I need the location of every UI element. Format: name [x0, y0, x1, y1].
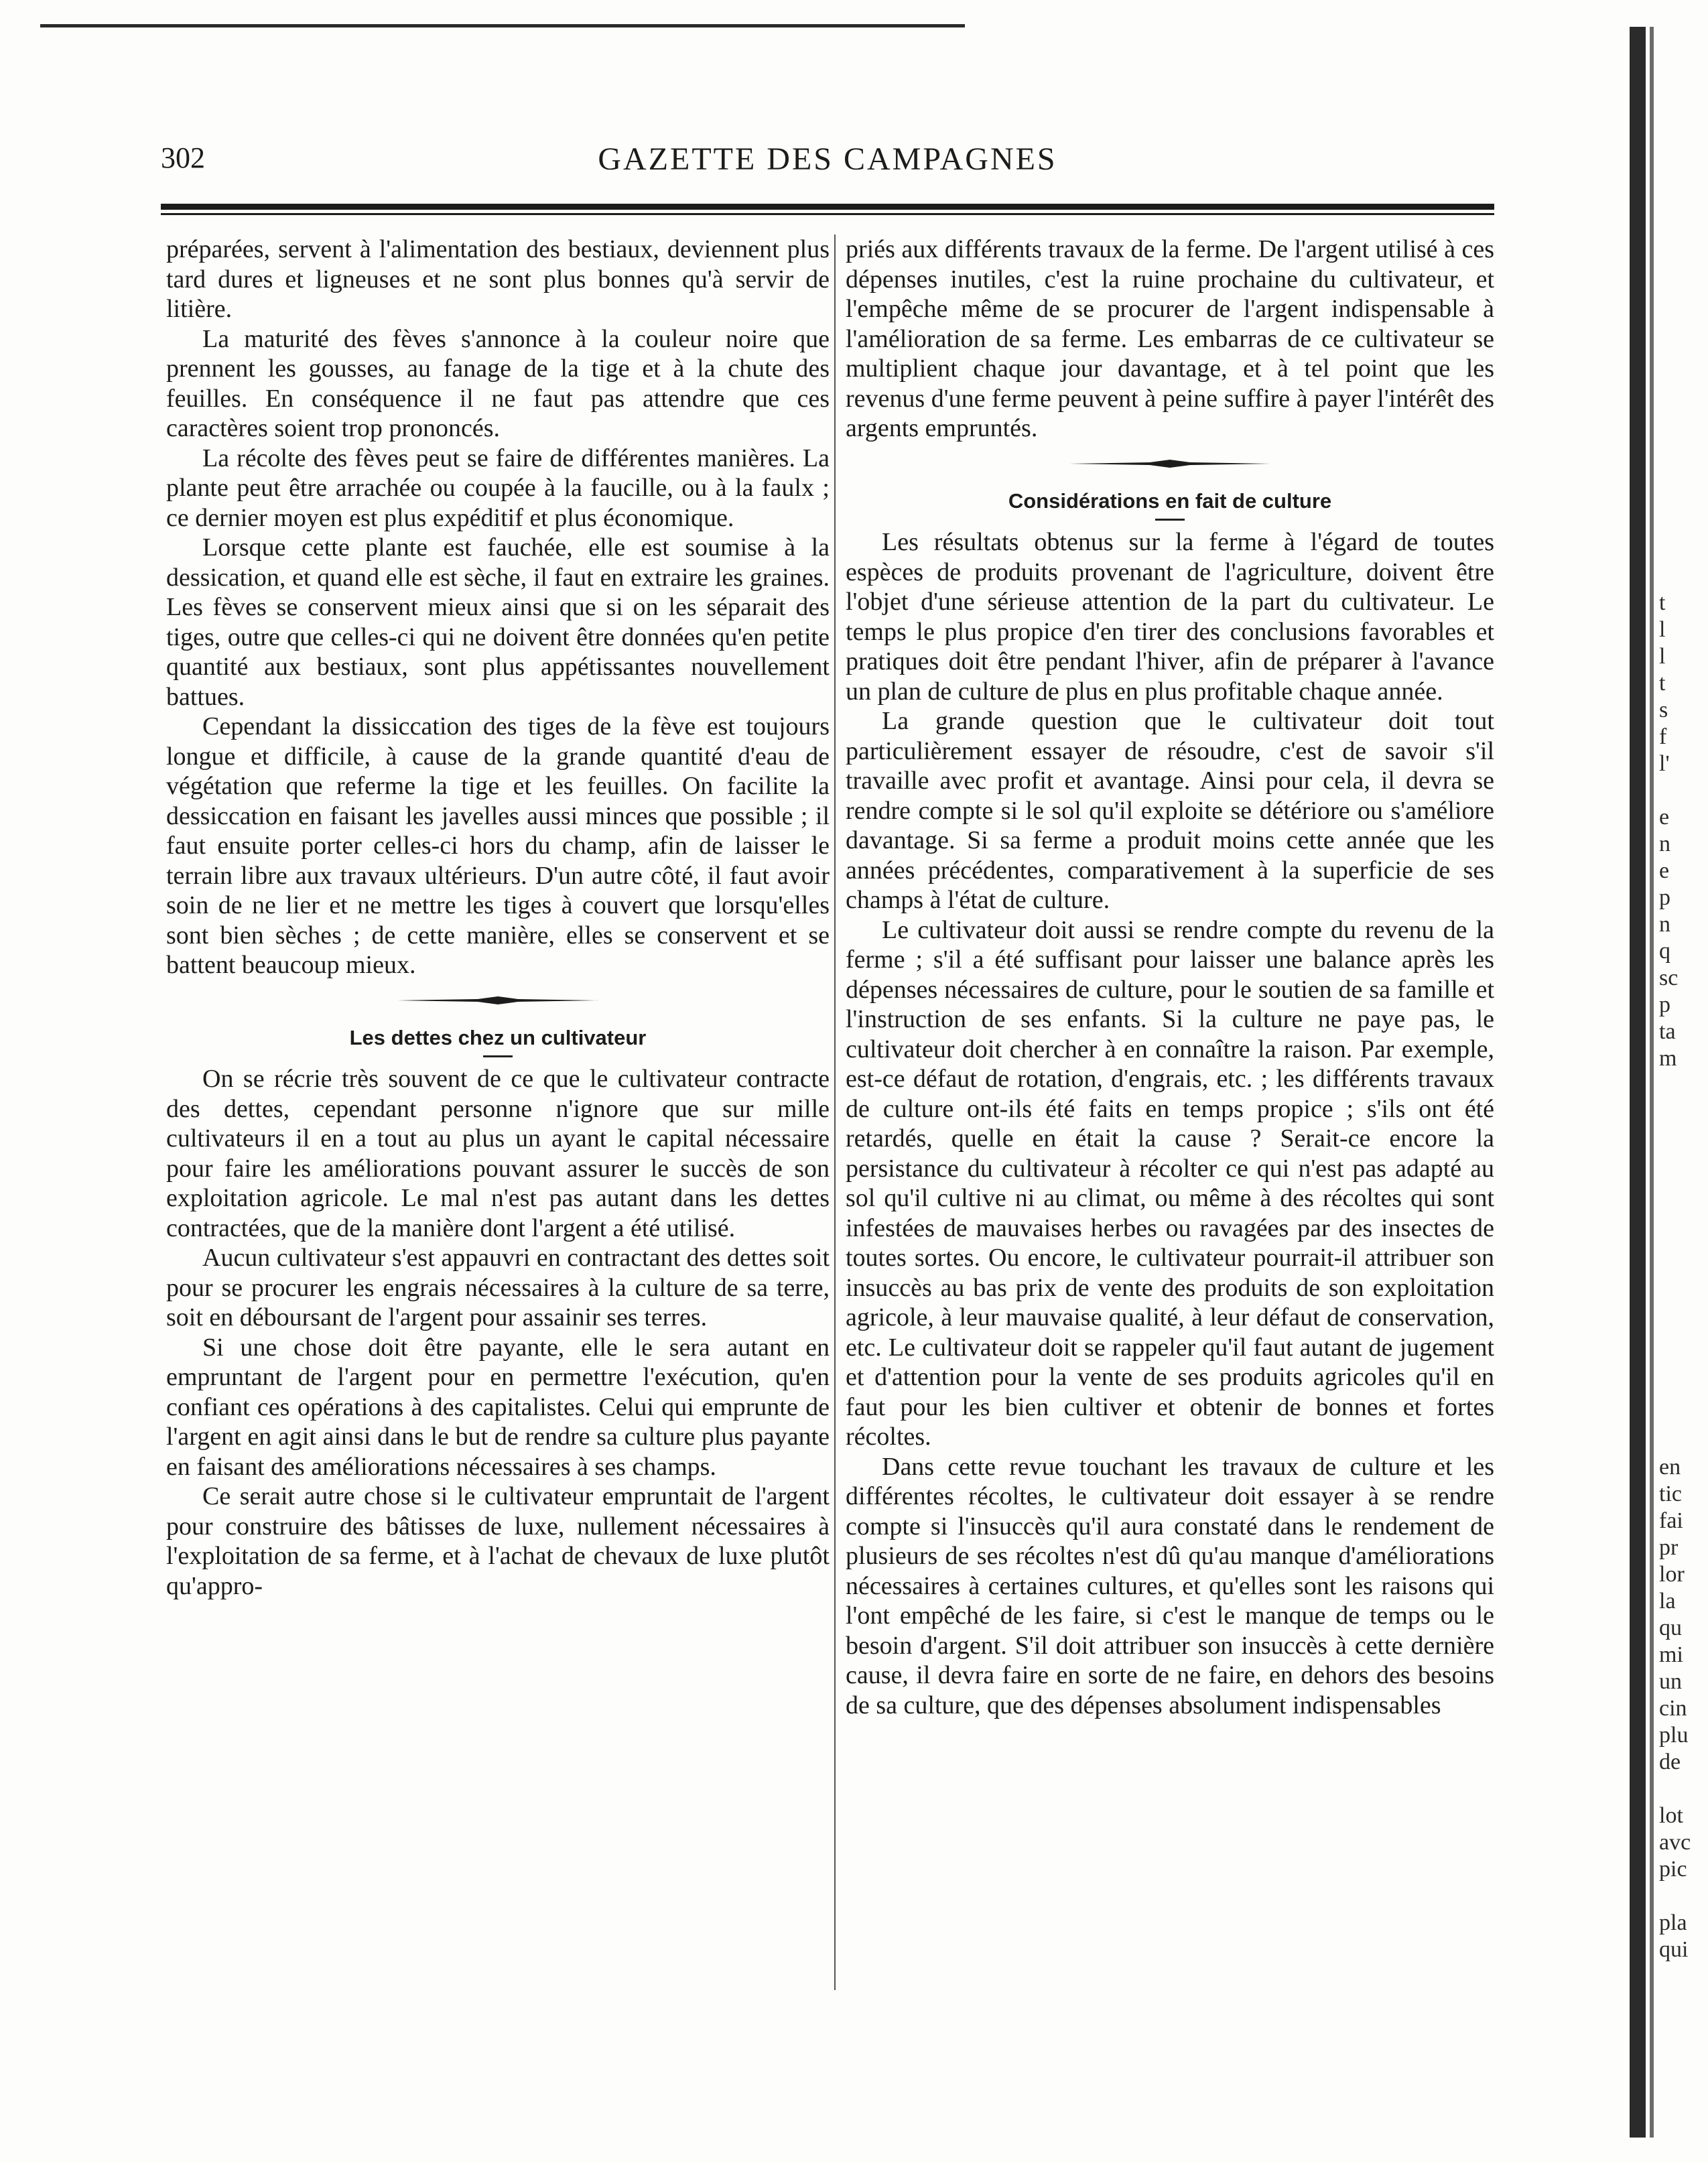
paragraph: La maturité des fèves s'annonce à la couleur noire que prennent les gousses, au fanage de la tige et à la chute des feuilles. En conséquence il ne faut pas attendre que ces caractères soient trop prononcés. [166, 324, 830, 442]
paragraph: Le cultivateur doit aussi se rendre compte du revenu de la ferme ; s'il a été suffisant pour laisser une balance après les dépenses nécessaires de culture, pour le soutien de sa famille et l'instruction de ses enfants. Si la culture ne paye pas, le cultivateur doit chercher à en connaître la raison. Par exemple, est-ce défaut de rotation, d'engrais, etc. ; les différents travaux de culture ont-ils été faits en temps propice ; s'ils ont été retardés, quelle en était la cause ? Serait-ce encore la persistance du cultivateur à récolter ce qui n'est pas adapté au sol qu'il cultive ni au climat, ou même à des récoltes qui sont infestées de mauvaises herbes ou ravagées par des insectes de toutes sortes. Ou encore, le cultivateur pourrait-il attribuer son insuccès au bas prix de vente des produits de son exploitation agricole, à leur mauvaise qualité, à leur défaut de conservation, etc. Le cultivateur doit se rappeler qu'il faut autant de jugement et d'attention pour la vente de ses produits agricoles qu'il en faut pour les bien cultiver et obtenir de bonnes et fortes récoltes. [846, 915, 1494, 1451]
paragraph: La récolte des fèves peut se faire de différentes manières. La plante peut être arrachée ou coupée à la faucille, ou à la faulx ; ce dernier moyen est plus expéditif et plus économique. [166, 444, 830, 532]
paragraph: priés aux différents travaux de la ferme. De l'argent utilisé à ces dépenses inutiles, c'est la ruine prochaine du cultivateur, et l'empêche même de se procurer de l'argent indispensable à l'amélioration de sa ferme. Les embarras de ce cultivateur se multiplient chaque jour davantage, et à tel point que les revenus d'une ferme peuvent à peine suffire à payer l'intérêt des argents empruntés. [846, 235, 1494, 442]
paragraph: Si une chose doit être payante, elle le sera autant en empruntant de l'argent pour en permettre l'exécution, qu'en confiant ces opérations à des capitalistes. Celui qui emprunte de l'argent en agit ainsi dans le but de rendre sa culture plus payante en faisant des améliorations nécessaires à ses champs. [166, 1333, 830, 1481]
page-header [161, 134, 1494, 194]
section-title: Les dettes chez un cultivateur [349, 1025, 647, 1049]
running-title: GAZETTE DES CAMPAGNES [598, 141, 1057, 177]
paragraph: On se récrie très souvent de ce que le cultivateur contracte des dettes, cependant personne n'ignore que sur mille cultivateurs il en a tout au plus un ayant le capital nécessaire pour faire les améliorations pouvant assurer le succès de son exploitation agricole. Le mal n'est pas autant dans les dettes contractées, que de la manière dont l'argent a été utilisé. [166, 1065, 830, 1242]
section-ornament [846, 458, 1494, 469]
title-dash [1155, 519, 1185, 521]
ornament-rule-icon [1069, 458, 1270, 469]
paragraph: Cependant la dissiccation des tiges de la fève est toujours longue et difficile, à cause de la grande quantité d'eau de végétation que referme la tige et les feuilles. On facilite la dessiccation en faisant les javelles aussi minces que possible ; il faut ensuite porter celles-ci hors du champ, afin de laisser le terrain libre aux travaux ultérieurs. D'un autre côté, il faut avoir soin de ne lier et ne mettre les tiges à couvert que lorsqu'elles sont bien sèches ; de cette manière, elles se conservent et se battent beaucoup mieux. [166, 712, 830, 979]
title-dash [483, 1055, 513, 1057]
paragraph: Aucun cultivateur s'est appauvri en contractant des dettes soit pour se procurer les engrais nécessaires à la culture de sa terre, soit en déboursant de l'argent pour assainir ses terres. [166, 1244, 830, 1331]
paragraph: préparées, servent à l'alimentation des bestiaux, deviennent plus tard dures et ligneuses et ne sont plus bonnes qu'à servir de litière. [166, 235, 830, 323]
paragraph: La grande question que le cultivateur doit tout particulièrement essayer de résoudre, c'est de savoir s'il travaille avec profit et avantage. Ainsi pour cela, il devra se rendre compte si le sol qu'il exploite se détériore ou s'améliore davantage. Si sa ferme a produit moins cette année que les années précédentes, comparativement à la superficie de ses champs à l'état de culture. [846, 707, 1494, 914]
paragraph: Lorsque cette plante est fauchée, elle est soumise à la dessication, et quand elle est sèche, il faut en extraire les graines. Les fèves se conservent mieux ainsi que si on les séparait des tiges, outre que celles-ci qui ne doivent être données qu'en petite quantité aux bestiaux, sont plus appétissantes nouvellement battues. [166, 533, 830, 711]
paragraph: Dans cette revue touchant les travaux de culture et les différentes récoltes, le cultivateur doit essayer à se rendre compte si l'insuccès qu'il aura constaté dans le rendement de plusieurs de ses récoltes n'est dû qu'au manque d'améliorations nécessaires à certaines cultures, et qu'elles sont les raisons qui l'ont empêché de les faire, si c'est le manque de temps ou le besoin d'argent. S'il doit attribuer son insuccès à cette dernière cause, il devra faire en sorte de ne faire, en dehors des besoins de sa culture, que des dépenses absolument indispensables [846, 1452, 1494, 1719]
right-column [846, 235, 1494, 1720]
section-title: Considérations en fait de culture [1008, 488, 1332, 513]
page-number: 302 [161, 141, 205, 174]
top-border-rule [40, 24, 965, 27]
binding-edge-shadow [1650, 27, 1654, 2138]
section-ornament [166, 995, 830, 1006]
facing-page-fragment: t l l t s f l' e n e p n q sc p ta m [1659, 590, 1679, 1071]
paragraph: Les résultats obtenus sur la ferme à l'égard de toutes espèces de produits provenant de l'agriculture, doivent être l'objet d'une sérieuse attention de la part du cultivateur. Le temps le plus propice d'en tirer des conclusions favorables et pratiques doit être pendant l'hiver, afin de préparer à l'avance un plan de culture de plus en plus profitable chaque année. [846, 528, 1494, 706]
ornament-rule-icon [397, 995, 598, 1006]
binding-edge [1630, 27, 1646, 2138]
facing-page-fragment: en tic fai pr lor la qu mi un cin plu de lot avc pic pla qui [1659, 1455, 1691, 1962]
left-column [166, 235, 830, 1601]
paragraph: Ce serait autre chose si le cultivateur empruntait de l'argent pour construire des bâtisses de luxe, nullement nécessaires à l'exploitation de sa ferme, et à l'achat de chevaux de luxe plutôt qu'appro- [166, 1482, 830, 1600]
column-divider [834, 235, 836, 1990]
header-rule-thick [161, 204, 1494, 210]
header-rule-thin [161, 213, 1494, 215]
